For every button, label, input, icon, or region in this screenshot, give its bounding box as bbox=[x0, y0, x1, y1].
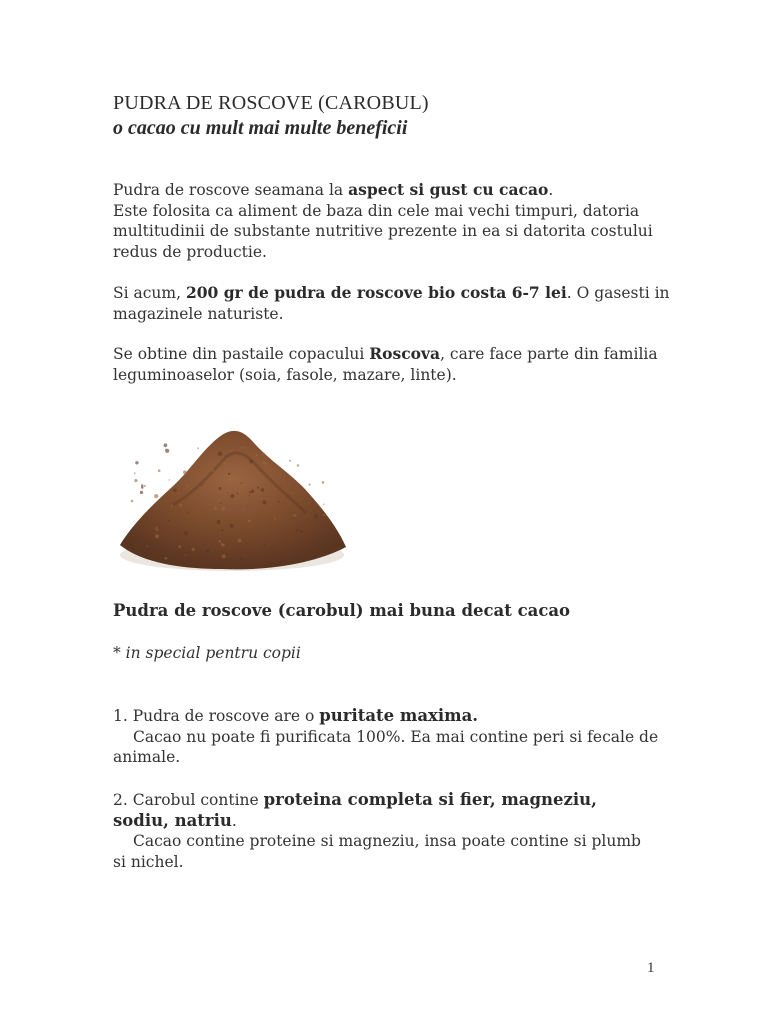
carob-powder-image bbox=[112, 405, 352, 580]
point-2-bold: proteina completa si fier, magneziu, sodiu, natriu bbox=[113, 790, 597, 830]
powder-grain bbox=[168, 520, 170, 522]
point-2-lead: 2. Carobul contine bbox=[113, 791, 264, 809]
special-note: * in special pentru copii bbox=[113, 644, 301, 662]
powder-grain bbox=[220, 503, 221, 504]
document-subtitle: o cacao cu mult mai multe beneficii bbox=[113, 117, 408, 139]
powder-grain bbox=[229, 509, 231, 511]
point-1-bold: puritate maxima. bbox=[319, 706, 479, 725]
powder-grain bbox=[221, 507, 225, 511]
powder-grain bbox=[248, 520, 251, 523]
powder-grain bbox=[140, 491, 143, 494]
intro-paragraph-1 bbox=[113, 180, 673, 262]
powder-grain bbox=[184, 531, 188, 535]
powder-grain bbox=[300, 530, 303, 533]
powder-grain bbox=[314, 514, 318, 518]
point-2-detail: Cacao contine proteine si magneziu, insa poate contine si plumb si nichel. bbox=[113, 832, 641, 871]
powder-grain bbox=[249, 495, 250, 496]
intro-p3-text: Se obtine din pastaile copacului bbox=[113, 345, 370, 363]
powder-grain bbox=[164, 443, 168, 447]
powder-grain bbox=[278, 501, 280, 503]
powder-grain bbox=[197, 448, 198, 449]
powder-grain bbox=[251, 489, 255, 493]
powder-grain bbox=[157, 527, 160, 530]
powder-grain bbox=[261, 488, 265, 492]
benefit-point-2 bbox=[113, 790, 658, 872]
powder-grain bbox=[249, 460, 252, 463]
powder-grain bbox=[242, 447, 244, 449]
powder-grain bbox=[165, 557, 168, 560]
powder-grain bbox=[218, 487, 221, 490]
powder-grain bbox=[212, 470, 214, 472]
powder-grain bbox=[192, 548, 195, 551]
powder-grain bbox=[218, 452, 222, 456]
intro-p1-bold: aspect si gust cu cacao bbox=[348, 180, 549, 199]
powder-grain bbox=[135, 461, 138, 464]
powder-grain bbox=[243, 509, 245, 511]
intro-p2-bold: 200 gr de pudra de roscove bio costa 6-7 lei bbox=[185, 283, 567, 302]
powder-grain bbox=[173, 489, 176, 492]
powder-grain bbox=[185, 554, 186, 555]
powder-grain bbox=[239, 557, 242, 560]
powder-grain bbox=[241, 482, 243, 484]
powder-grain bbox=[183, 470, 187, 474]
powder-grain bbox=[296, 529, 299, 532]
point-2-end: . bbox=[231, 811, 237, 830]
powder-grain bbox=[289, 460, 291, 462]
point-1-detail: Cacao nu poate fi purificata 100%. Ea mai contine peri si fecale de animale. bbox=[113, 727, 659, 766]
intro-paragraph-3 bbox=[113, 344, 673, 385]
intro-paragraph-2 bbox=[113, 283, 673, 324]
powder-grain bbox=[262, 461, 265, 464]
powder-grain bbox=[316, 542, 320, 546]
powder-grain bbox=[249, 491, 251, 493]
intro-p3-bold: Roscova bbox=[369, 344, 441, 363]
powder-grain bbox=[221, 543, 224, 546]
powder-grain bbox=[230, 494, 234, 498]
powder-grain bbox=[263, 544, 265, 546]
powder-grain bbox=[293, 514, 296, 517]
powder-grain bbox=[230, 524, 234, 528]
powder-grain bbox=[323, 504, 324, 505]
powder-grain bbox=[262, 500, 266, 504]
powder-grain bbox=[131, 500, 134, 503]
powder-grain bbox=[206, 549, 210, 553]
powder-grain bbox=[238, 476, 240, 478]
powder-grain bbox=[308, 553, 310, 555]
intro-p2-text: Si acum, bbox=[113, 284, 186, 302]
intro-p3-end: , care face parte din familia leguminoaselor (soia, fasole, mazare, linte). bbox=[113, 345, 658, 384]
powder-grain bbox=[178, 545, 181, 548]
powder-grain bbox=[323, 514, 325, 516]
point-1-lead: 1. Pudra de roscove are o bbox=[113, 707, 320, 725]
powder-grain bbox=[216, 520, 220, 524]
powder-grain bbox=[222, 554, 226, 558]
powder-grain bbox=[262, 452, 265, 455]
powder-grain bbox=[228, 473, 230, 475]
powder-grain bbox=[257, 487, 259, 489]
powder-grain bbox=[187, 512, 189, 514]
powder-grain bbox=[169, 479, 170, 480]
powder-grain bbox=[219, 540, 222, 543]
powder-grain bbox=[158, 469, 161, 472]
powder-grain bbox=[179, 504, 182, 507]
powder-grain bbox=[223, 462, 226, 465]
section-heading: Pudra de roscove (carobul) mai buna decat cacao bbox=[113, 601, 571, 620]
intro-p1-text: Pudra de roscove seamana la bbox=[113, 181, 349, 199]
carob-powder-illustration bbox=[112, 405, 352, 580]
powder-grain bbox=[253, 489, 254, 490]
powder-grain bbox=[255, 456, 256, 457]
powder-grain bbox=[186, 485, 188, 487]
powder-grain bbox=[322, 481, 325, 484]
powder-grain bbox=[155, 534, 159, 538]
powder-grain bbox=[134, 472, 136, 474]
powder-grain bbox=[310, 510, 311, 511]
powder-grain bbox=[165, 449, 166, 450]
powder-grain bbox=[274, 518, 276, 520]
powder-grain bbox=[134, 479, 137, 482]
page-number: 1 bbox=[647, 960, 655, 976]
powder-grain bbox=[202, 485, 203, 486]
intro-p1-end: . bbox=[548, 181, 554, 199]
powder-grain bbox=[154, 494, 158, 498]
powder-grain bbox=[221, 529, 223, 531]
benefit-point-1 bbox=[113, 706, 673, 768]
intro-p1-line2: Este folosita ca aliment de baza din cele mai vechi timpuri, datoria multitudinii de substante nutritive prezente in ea si datorita costului redus de productie. bbox=[113, 201, 653, 261]
powder-grain bbox=[171, 505, 173, 507]
powder-grain bbox=[297, 464, 299, 466]
document-title: PUDRA DE ROSCOVE (CAROBUL) bbox=[113, 92, 429, 114]
powder-grain bbox=[237, 493, 239, 495]
powder-grain bbox=[144, 485, 146, 487]
powder-grain bbox=[309, 484, 311, 486]
powder-grain bbox=[227, 492, 228, 493]
powder-grain bbox=[292, 492, 293, 493]
powder-grain bbox=[147, 546, 148, 547]
powder-grain bbox=[238, 539, 242, 543]
powder-grain bbox=[141, 484, 143, 486]
powder-grain bbox=[214, 507, 217, 510]
intro-p2-end: . O gasesti in magazinele naturiste. bbox=[113, 284, 670, 323]
powder-grain bbox=[230, 450, 232, 452]
